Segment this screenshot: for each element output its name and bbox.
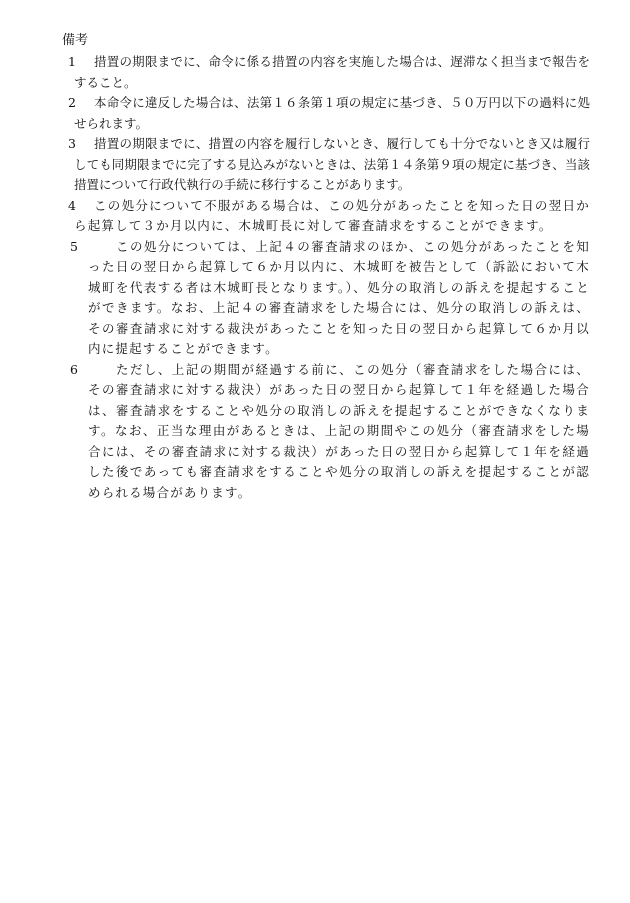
remark-text: 措置の期限までに、命令に係る措置の内容を実施した場合は、遅滞なく担当まで報告をすること。 [74,54,590,90]
remark-number: 3 [68,136,76,151]
remarks-list [62,52,590,503]
remark-number: 4 [68,197,76,213]
remark-item [62,52,590,93]
remark-number: 2 [68,95,76,110]
remark-text: この処分について不服がある場合は、この処分があったことを知った日の翌日から起算して３か月以内に、木城町長に対して審査請求をすることができます。 [74,197,590,233]
remarks-heading: 備考 [62,33,89,48]
remark-text: この処分については、上記４の審査請求のほか、この処分があったことを知った日の翌日から起算して６か月以内に、木城町を被告として（訴訟において木城町を代表する者は木城町長となります。）、処分の取消しの訴えを提起することができます。なお、上記４の審査請求をした場合には、処分の取消しの訴えは、その審査請求に対する裁決があったことを知った日の翌日から起算して６か月以内に提起することができます。 [88,238,590,356]
remark-number: 5 [70,238,78,254]
remark-number: 1 [68,54,76,69]
remark-item [62,237,590,360]
remark-item [62,360,590,504]
remark-text: 本命令に違反した場合は、法第１６条第１項の規定に基づき、５０万円以下の過料に処せられます。 [74,95,590,131]
remark-number: 6 [70,361,78,377]
remark-item [62,134,590,196]
remark-item [62,196,590,237]
remark-item [62,93,590,134]
remark-text: ただし、上記の期間が経過する前に、この処分（審査請求をした場合には、その審査請求に対する裁決）があった日の翌日から起算して１年を経過した場合は、審査請求をすることや処分の取消しの訴えを提起することができなくなります。なお、正当な理由があるときは、上記の期間やこの処分（審査請求をした場合には、その審査請求に対する裁決）があった日の翌日から起算して１年を経過した後であっても審査請求をすることや処分の取消しの訴えを提起することが認められる場合があります。 [88,361,590,500]
remark-text: 措置の期限までに、措置の内容を履行しないとき、履行しても十分でないとき又は履行しても同期限までに完了する見込みがないときは、法第１４条第９項の規定に基づき、当該措置について行政代執行の手続に移行することがあります。 [74,136,590,192]
